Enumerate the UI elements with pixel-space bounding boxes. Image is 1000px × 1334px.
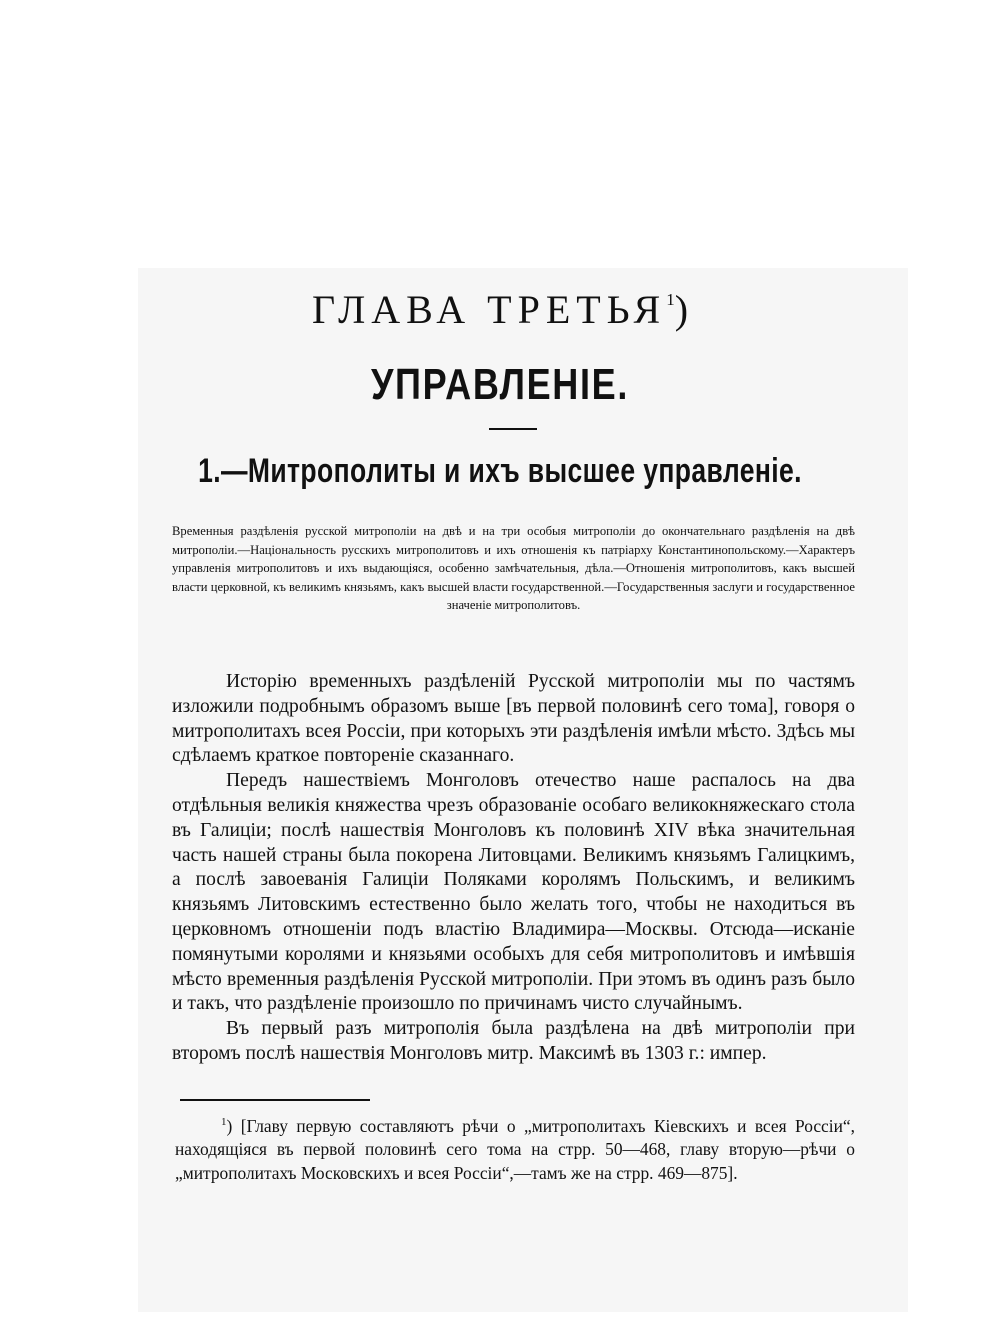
body-text [172, 670, 855, 1067]
paragraph-3: Въ первый разъ митрополія была раздѣлена на двѣ митрополіи при второмъ послѣ нашествія Монголовъ митр. Максимѣ въ 1303 г.: импер. [172, 1018, 855, 1064]
page-title: УПРАВЛЕНІЕ. [370, 360, 630, 409]
title-divider [489, 428, 537, 430]
paragraph-1: Исторію временныхъ раздѣленій Русской митрополіи мы по частямъ изложили подробнымъ образомъ выше [въ первой половинѣ сего тома], говоря о митрополитахъ всея Россіи, при которыхъ эти раздѣленія имѣли мѣсто. Здѣсь мы сдѣлаемъ краткое повтореніе сказаннаго. [172, 671, 855, 767]
section-summary: Временныя раздѣленія русской митрополіи на двѣ и на три особыя митрополіи до окончательнаго раздѣленія на двѣ митрополіи.—Національность русскихъ митрополитовъ и ихъ отношенія къ патріарху Константинопольскому.—Характеръ управленія митрополитовъ и ихъ выдающіяся, особенно замѣчательныя, дѣла.—Отношенія митрополитовъ, какъ высшей власти церковной, къ великимъ князьямъ, какъ высшей власти государственной.—Государственныя заслуги и государственное значеніе митрополитовъ. [172, 524, 855, 612]
paragraph-2: Передъ нашествіемъ Монголовъ отечество наше распалось на два отдѣльныя великія княжества чрезъ образованіе особаго великокняжескаго стола въ Галиціи; послѣ нашествія Монголовъ къ половинѣ XIV вѣка значительная часть нашей страны была покорена Литовцами. Великимъ князьямъ Галицкимъ, а послѣ завоеванія Галиціи Поляками королямъ Польскимъ, и великимъ князьямъ Литовскимъ естественно было желать того, чтобы не находиться въ церковномъ отношеніи подъ властію Владимира—Москвы. Отсюда—исканіе помянутыми королями и князьями особыхъ для себя митрополитовъ и имѣвшія мѣсто временныя раздѣленія Русской митрополіи. При этомъ въ одинъ разъ было и такъ, что раздѣленіе произошло по причинамъ чисто случайнымъ. [172, 770, 855, 1015]
chapter-title: ГЛАВА ТРЕТЬЯ [311, 287, 667, 332]
chapter-footnote-mark: 1 [666, 290, 675, 309]
footnote-divider [180, 1099, 370, 1101]
footnote-paren: ) [226, 1115, 233, 1136]
footnote [175, 1111, 855, 1186]
footnote-text: [Главу первую составляютъ рѣчи о „митрополитахъ Кіевскихъ и всея Россіи“, находящіяся въ первой половинѣ сего тома на стрр. 50—468, главу вторую—рѣчи о „митрополитахъ Московскихъ и всея Россіи“,—тамъ же на стрр. 469—875]. [175, 1115, 855, 1183]
section-heading: 1.—Митрополиты и ихъ высшее управленіе. [198, 452, 802, 490]
chapter-heading [0, 286, 1000, 333]
footnote-mark: 1 [221, 1116, 227, 1128]
chapter-footnote-paren: ) [674, 287, 689, 332]
